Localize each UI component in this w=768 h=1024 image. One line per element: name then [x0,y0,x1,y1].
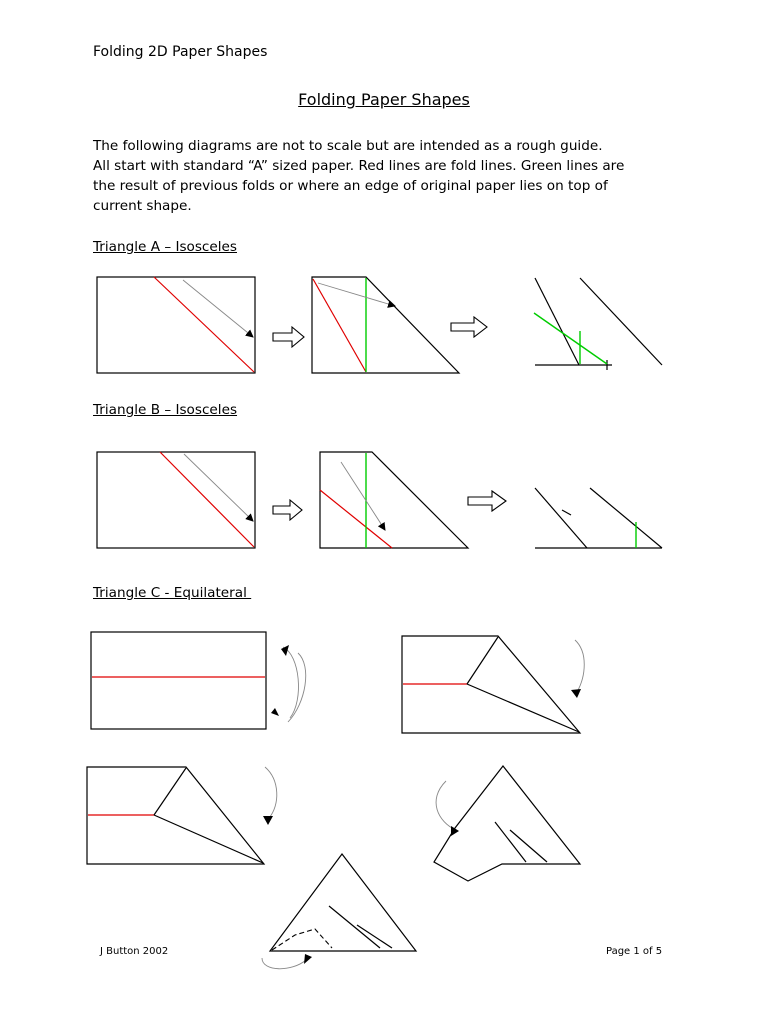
fold-direction-arrow [436,781,456,830]
fold-line [313,279,366,372]
fold-direction-arrow [341,462,385,530]
triangle-c-step-2 [402,636,584,733]
next-step-arrow-icon [273,500,302,520]
triangle-c-step-4 [434,766,580,881]
previous-fold-line [534,313,607,364]
section-heading-triangle-b: Triangle B – Isosceles [93,402,238,418]
fold-direction-arrow [283,647,298,718]
intro-line: The following diagrams are not to scale but are intended as a rough guide. [93,138,603,154]
page-header: Folding 2D Paper Shapes [93,44,268,60]
triangle-c-step-1 [91,632,306,729]
fold-direction-arrow [183,280,253,337]
triangle-b-step-3 [535,488,662,548]
triangle-a-step-1 [97,277,255,373]
triangle-a-step-2 [312,277,459,373]
fold-line [320,490,392,548]
fold-direction-arrow [575,640,584,692]
triangle-b-step-1 [97,452,255,548]
fold-direction-arrow [265,767,277,818]
triangle-c-step-3 [87,767,277,864]
fold-line [160,452,254,547]
footer-page-number: Page 1 of 5 [606,946,663,957]
section-heading-triangle-a: Triangle A – Isosceles [93,239,237,255]
footer-author: J Button 2002 [100,946,169,957]
fold-direction-arrow [288,653,306,722]
fold-direction-arrow [262,958,306,969]
intro-line: All start with standard “A” sized paper. Red lines are fold lines. Green lines are [93,158,625,174]
intro-line: the result of previous folds or where an edge of original paper lies on top of [93,178,608,194]
intro-line: current shape. [93,198,192,214]
next-step-arrow-icon [468,491,506,511]
triangle-c-step-5 [262,854,416,969]
fold-line [154,277,254,372]
triangle-b-step-2 [320,452,468,548]
page-title: Folding Paper Shapes [298,90,470,109]
next-step-arrow-icon [451,317,487,337]
section-heading-triangle-c: Triangle C - Equilateral [93,585,252,601]
triangle-a-step-3 [534,278,662,370]
next-step-arrow-icon [273,327,304,347]
